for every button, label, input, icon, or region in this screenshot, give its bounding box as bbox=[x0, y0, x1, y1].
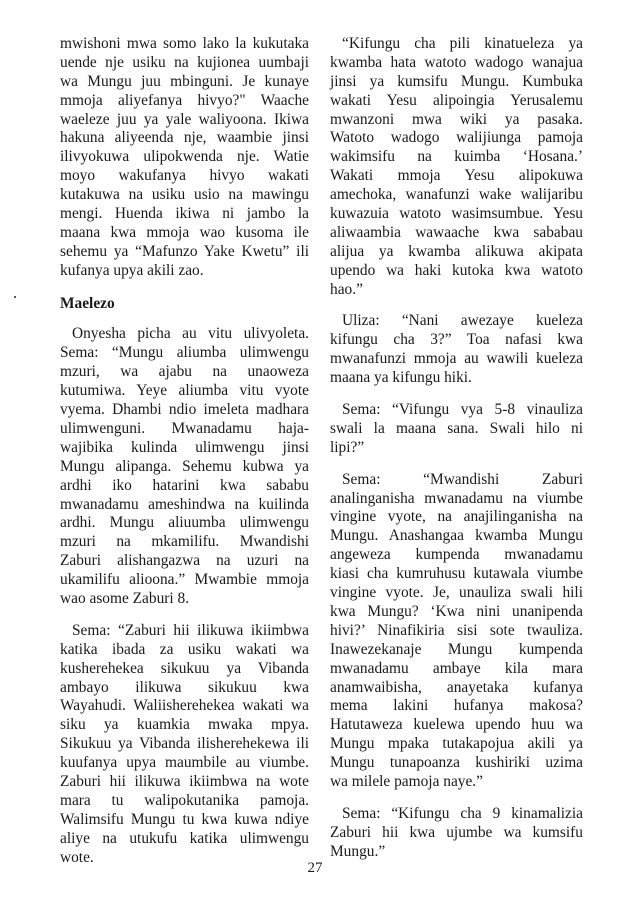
text-line: uende nje usiku na kujionea uumbaji bbox=[60, 53, 309, 71]
text-line: kutakuwa na usiku usio na mawingu bbox=[60, 186, 309, 204]
text-line: amechoka, wanafunzi wake walijaribu bbox=[330, 186, 583, 204]
text-line: ardhi iko hatarini kwa sababu bbox=[60, 476, 309, 494]
text-line: Wakati mmoja Yesu alipokuwa bbox=[330, 167, 583, 185]
text-line: waeleze juu ya yale waliyoona. Ikiwa bbox=[60, 110, 309, 128]
text-line: vingine vyote, na anajilinganisha na bbox=[330, 508, 583, 526]
text-line: mzuri, wa ajabu na unaoweza bbox=[60, 363, 309, 381]
text-line: hakuna aliyeenda nje, waambie jinsi bbox=[60, 129, 309, 147]
text-line: moyo wakufanya hivyo wakati bbox=[60, 167, 309, 185]
text-line: Uliza: “Nani awezaye kueleza bbox=[342, 312, 583, 330]
text-line: kwamba hata watoto wadogo wanajua bbox=[330, 53, 583, 71]
text-line: Hatutaweza kuelewa upendo huu wa bbox=[330, 716, 583, 734]
text-line: hivi?’ Ninafikiria sisi sote twauliza. bbox=[330, 621, 583, 639]
text-line: mzuri na mkamilifu. Mwandishi bbox=[60, 533, 309, 551]
text-line: Mungu. Anashangaa kwamba Mungu bbox=[330, 527, 583, 545]
text-line: ulimwenguni. Mwanadamu haja- bbox=[60, 419, 309, 437]
text-line: wa milele pamoja naye.” bbox=[330, 772, 483, 790]
text-line: Mungu mpaka tutakapojua akili ya bbox=[330, 735, 583, 753]
text-line: ambayo ilikuwa sikukuu kwa bbox=[60, 678, 309, 696]
text-line: hao.” bbox=[330, 280, 363, 298]
text-line: wakati Yesu alipoingia Yerusalemu bbox=[330, 91, 583, 109]
paragraph bbox=[60, 325, 309, 608]
text-line: analinganisha mwanadamu na viumbe bbox=[330, 489, 583, 507]
paragraph bbox=[330, 401, 583, 458]
text-line: vingine vyote. Je, unauliza swali hili bbox=[330, 584, 583, 602]
paragraph bbox=[330, 805, 583, 862]
text-line: wote. bbox=[60, 848, 94, 866]
text-line: anamwaibisha, anayetaka kufanya bbox=[330, 678, 583, 696]
text-line: ilivyokuwa ulipokwenda nje. Watie bbox=[60, 148, 309, 166]
text-line: kusherehekea sikukuu ya Vibanda bbox=[60, 659, 309, 677]
text-line: swali la maana sana. Swali hilo ni bbox=[330, 419, 583, 437]
text-line: maana ya kifungu hiki. bbox=[330, 369, 472, 387]
text-line: wakimsifu na kuimba ‘Hosana.’ bbox=[330, 148, 583, 166]
text-line: wajibika kulinda ulimwengu jinsi bbox=[60, 438, 309, 456]
text-line: kutumiwa. Yeye aliumba vitu vyote bbox=[60, 382, 309, 400]
text-line: mwanafunzi mmoja au wawili kueleza bbox=[330, 350, 583, 368]
text-line: Watoto wadogo walijiunga pamoja bbox=[330, 129, 583, 147]
text-line: mwanadamu ameshindwa na kuilinda bbox=[60, 495, 309, 513]
text-line: Zaburi alishangazwa na uzuri na bbox=[60, 552, 309, 570]
text-line: sehemu ya “Mafunzo Yake Kwetu” ili bbox=[60, 242, 309, 260]
text-line: Sema: “Zaburi hii ilikuwa ikiimbwa bbox=[72, 621, 309, 639]
text-line: “Kifungu cha pili kinatueleza ya bbox=[342, 35, 583, 52]
text-line: Mungu alipanga. Sehemu kubwa ya bbox=[60, 457, 309, 475]
text-line: Mungu tunapoanza kushiriki uzima bbox=[330, 754, 583, 772]
paragraph bbox=[60, 622, 309, 868]
text-line: kufanya upya akili zao. bbox=[60, 261, 204, 279]
text-line: Inawezekanaje Mungu kumpenda bbox=[330, 640, 583, 658]
text-line: Wayahudi. Waliisherehekea wakati wa bbox=[60, 697, 309, 715]
text-line: kifungu cha 3?” Toa nafasi kwa bbox=[330, 331, 583, 349]
text-line: upendo wa haki kutoka kwa watoto bbox=[330, 261, 583, 279]
paragraph bbox=[60, 35, 309, 281]
text-line: mwanadamu ambaye kila mara bbox=[330, 659, 583, 677]
text-line: ukamilifu alioona.” Mwambie mmoja bbox=[60, 571, 309, 589]
paragraph bbox=[330, 35, 583, 299]
text-line: wao asome Zaburi 8. bbox=[60, 589, 190, 607]
text-line: kiasi cha kumruhusu kutawala viumbe bbox=[330, 565, 583, 583]
scan-speck bbox=[14, 296, 16, 298]
paragraph bbox=[330, 312, 583, 388]
text-line: mmoja aliyefanya hivyo?" Waache bbox=[60, 91, 309, 109]
text-line: siku ya kuamkia mwaka mpya. bbox=[60, 716, 309, 734]
text-line: mema lakini hufanya makosa? bbox=[330, 697, 583, 715]
text-line: angeweza kumpenda mwanadamu bbox=[330, 546, 583, 564]
text-line: Zaburi hii kwa ujumbe wa kumsifu bbox=[330, 823, 583, 841]
text-line: kuufanya upya maumbile au viumbe. bbox=[60, 754, 309, 772]
page-number: 27 bbox=[307, 860, 323, 876]
text-line: jinsi ya kumsifu Mungu. Kumbuka bbox=[330, 72, 583, 90]
text-line: aliye na utukufu katika ulimwengu bbox=[60, 829, 309, 847]
text-line: kuwazuia watoto wasimsumbue. Yesu bbox=[330, 205, 583, 223]
text-line: Sema: “Mwandishi Zaburi bbox=[342, 470, 583, 488]
text-line: mengi. Huenda ikiwa ni jambo la bbox=[60, 205, 309, 223]
text-line: Sema: “Mungu aliumba ulimwengu bbox=[60, 344, 309, 362]
text-line: Sema: “Vifungu vya 5-8 vinauliza bbox=[342, 401, 583, 419]
text-line: Mungu.” bbox=[330, 842, 386, 860]
text-line: alijua ya kwamba alikuwa akipata bbox=[330, 242, 583, 260]
right-column bbox=[330, 35, 583, 875]
text-line: Sikukuu ya Vibanda ilisherehekewa ili bbox=[60, 735, 309, 753]
section-heading: Maelezo bbox=[60, 294, 115, 312]
text-line: aliwaambia wawaache kwa sababau bbox=[330, 223, 583, 241]
text-line: ardhi. Mungu aliuumba ulimwengu bbox=[60, 514, 309, 532]
text-line: mwanzoni mwa wiki ya pasaka. bbox=[330, 110, 583, 128]
text-line: katika ibada za usiku wakati wa bbox=[60, 640, 309, 658]
left-column bbox=[60, 35, 309, 880]
text-line: kwa Mungu? ‘Kwa nini unanipenda bbox=[330, 602, 583, 620]
text-line: mara tu walipokutanika pamoja. bbox=[60, 791, 309, 809]
text-line: maana kwa mmoja wao kusoma ile bbox=[60, 223, 309, 241]
text-line: lipi?” bbox=[330, 438, 365, 456]
text-line: vyema. Dhambi ndio imeleta madhara bbox=[60, 401, 309, 419]
text-line: wa Mungu juu mbinguni. Je kunaye bbox=[60, 72, 309, 90]
text-line: Sema: “Kifungu cha 9 kinamalizia bbox=[342, 804, 583, 822]
text-line: Walimsifu Mungu tu kwa kuwa ndiye bbox=[60, 810, 309, 828]
text-line: Onyesha picha au vitu ulivyoleta. bbox=[72, 325, 309, 343]
text-line: Zaburi hii ilikuwa ikiimbwa na wote bbox=[60, 772, 309, 790]
text-line: mwishoni mwa somo lako la kukutaka bbox=[60, 35, 309, 52]
paragraph bbox=[330, 471, 583, 792]
